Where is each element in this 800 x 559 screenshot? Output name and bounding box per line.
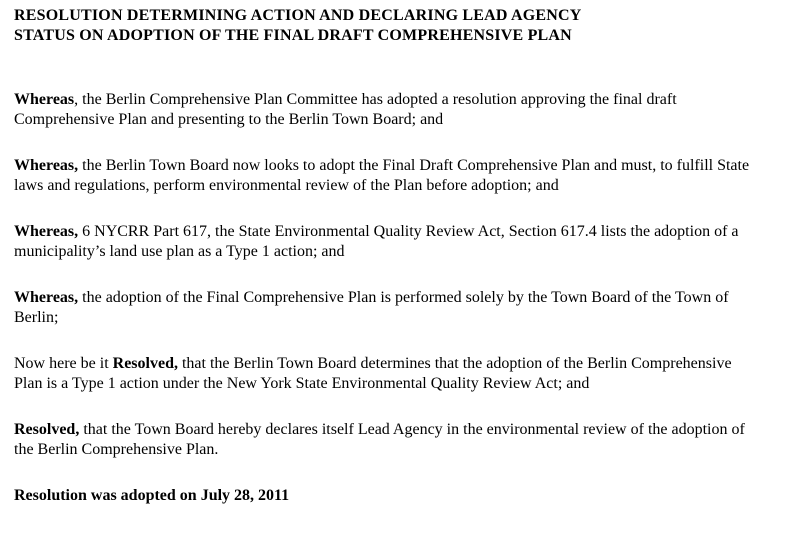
- text-segment: the adoption of the Final Comprehensive Plan is performed solely by the Town Board of the Town of Berlin;: [14, 289, 729, 326]
- text-segment: that the Town Board hereby declares itself Lead Agency in the environmental review of the adoption of the Berlin Comprehensive Plan.: [14, 421, 745, 458]
- text-segment: that the Berlin Town Board determines that the adoption of the Berlin Comprehensive Plan is a Type 1 action under the New York State Environmental Quality Review Act; and: [14, 355, 732, 392]
- title-line-1: RESOLUTION DETERMINING ACTION AND DECLARING LEAD AGENCY: [14, 7, 582, 24]
- bold-text-segment: Whereas,: [14, 157, 79, 174]
- paragraph: [14, 156, 752, 196]
- bold-text-segment: Resolved,: [112, 355, 178, 372]
- adoption-statement: Resolution was adopted on July 28, 2011: [14, 487, 290, 504]
- bold-text-segment: Whereas: [14, 91, 75, 108]
- text-segment: the Berlin Town Board now looks to adopt the Final Draft Comprehensive Plan and must, to fulfill State laws and regulations, perform environmental review of the Plan before adoption; and: [14, 157, 750, 194]
- paragraph: [14, 420, 752, 460]
- paragraph: [14, 354, 752, 394]
- title-line-2: STATUS ON ADOPTION OF THE FINAL DRAFT COMPREHENSIVE PLAN: [14, 27, 572, 44]
- text-segment: , the Berlin Comprehensive Plan Committee has adopted a resolution approving the final draft Comprehensive Plan and presenting to the Berlin Town Board; and: [14, 91, 677, 128]
- paragraph: [14, 222, 752, 262]
- paragraph: [14, 90, 752, 130]
- document-paragraphs: [14, 90, 752, 460]
- text-segment: Now here be it: [14, 355, 113, 372]
- bold-text-segment: Whereas,: [14, 223, 79, 240]
- text-segment: 6 NYCRR Part 617, the State Environmental Quality Review Act, Section 617.4 lists the adoption of a municipality’s land use plan as a Type 1 action; and: [14, 223, 739, 260]
- paragraph: [14, 288, 752, 328]
- bold-text-segment: Whereas,: [14, 289, 79, 306]
- document-title: [14, 6, 752, 46]
- bold-text-segment: Resolved,: [14, 421, 80, 438]
